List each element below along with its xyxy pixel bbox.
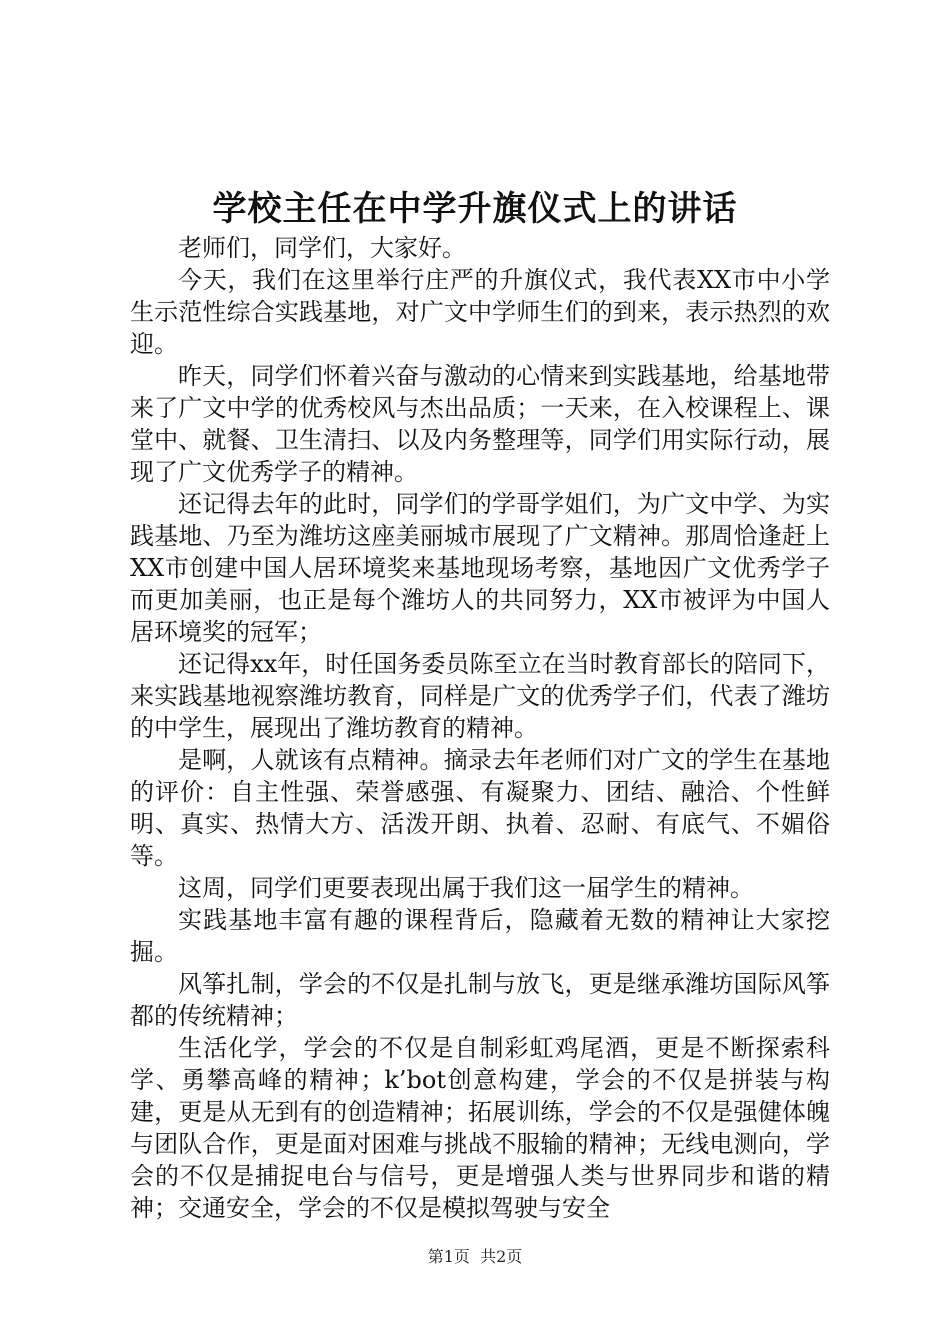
paragraph: 风筝扎制，学会的不仅是扎制与放飞，更是继承潍坊国际风筝都的传统精神； (130, 970, 830, 1030)
paragraph: 老师们，同学们，大家好。 (178, 234, 466, 262)
paragraph: 生活化学，学会的不仅是自制彩虹鸡尾酒，更是不断探索科学、勇攀高峰的精神；k’bot创意构建，学会的不仅是拼装与构建，更是从无到有的创造精神；拓展训练，学会的不仅是强健体魄与团队合作，更是面对困难与挑战不服输的精神；无线电测向，学会的不仅是捕捉电台与信号，更是增强人类与世界同步和谐的精神；交通安全，学会的不仅是模拟驾驶与安全 (130, 1034, 830, 1222)
paragraph: 昨天，同学们怀着兴奋与激动的心情来到实践基地，给基地带来了广文中学的优秀校风与杰出品质；一天来，在入校课程上、课堂中、就餐、卫生清扫、以及内务整理等，同学们用实际行动，展现了广文优秀学子的精神。 (130, 362, 830, 486)
page-number: 第1页 共2页 (427, 1247, 523, 1266)
paragraph: 还记得xx年，时任国务委员陈至立在当时教育部长的陪同下，来实践基地视察潍坊教育，同样是广文的优秀学子们，代表了潍坊的中学生，展现出了潍坊教育的精神。 (130, 650, 830, 742)
paragraph: 实践基地丰富有趣的课程背后，隐藏着无数的精神让大家挖掘。 (130, 906, 830, 966)
page-footer (0, 1247, 950, 1267)
paragraph: 今天，我们在这里举行庄严的升旗仪式，我代表XX市中小学生示范性综合实践基地，对广文中学师生们的到来，表示热烈的欢迎。 (130, 266, 830, 358)
paragraph: 是啊，人就该有点精神。摘录去年老师们对广文的学生在基地的评价：自主性强、荣誉感强、有凝聚力、团结、融洽、个性鲜明、真实、热情大方、活泼开朗、执着、忍耐、有底气、不媚俗等。 (130, 746, 830, 870)
paragraph: 还记得去年的此时，同学们的学哥学姐们，为广文中学、为实践基地、乃至为潍坊这座美丽城市展现了广文精神。那周恰逢赶上XX市创建中国人居环境奖来基地现场考察，基地因广文优秀学子而更加美丽，也正是每个潍坊人的共同努力，XX市被评为中国人居环境奖的冠军； (130, 490, 830, 646)
paragraph: 这周，同学们更要表现出属于我们这一届学生的精神。 (178, 874, 754, 902)
document-body (130, 232, 830, 1224)
document-title: 学校主任在中学升旗仪式上的讲话 (212, 189, 738, 229)
